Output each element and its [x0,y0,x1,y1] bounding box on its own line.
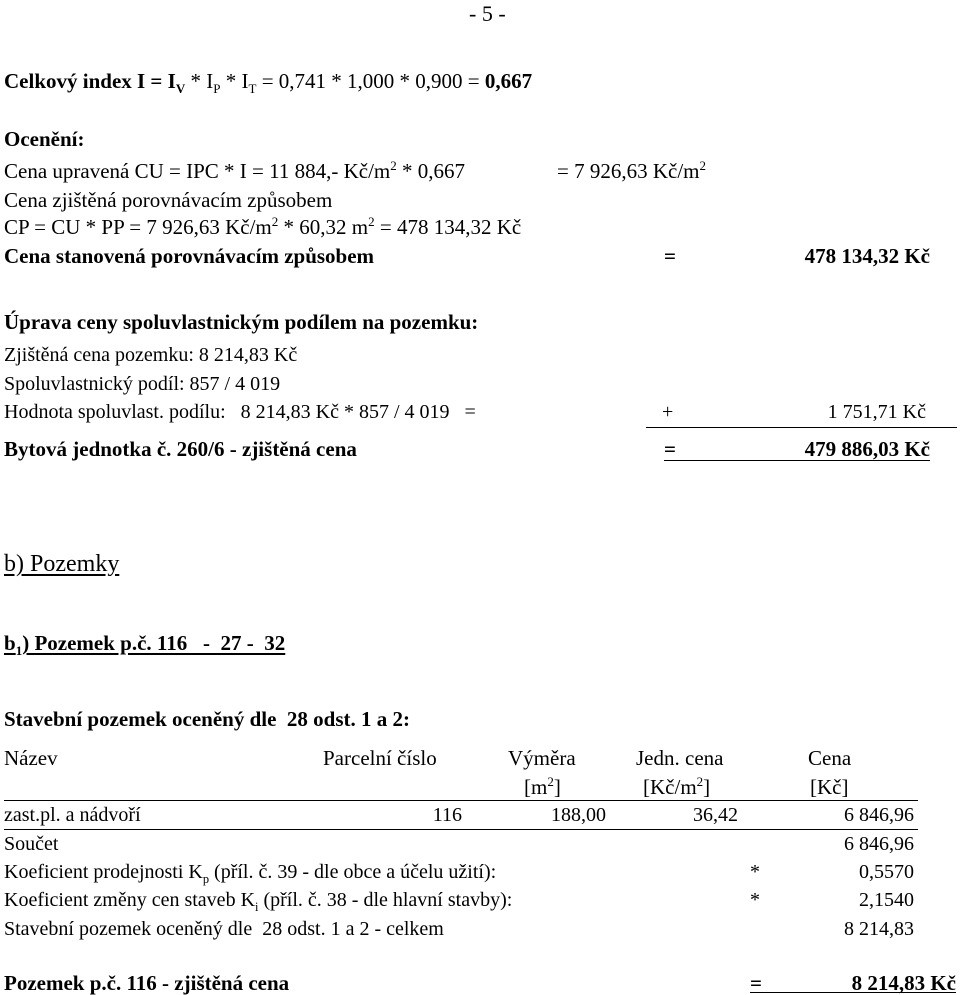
sum-value: 6 846,96 [844,833,914,855]
index-formula: = 0,741 * 1,000 * 0,900 = [256,69,485,93]
cu-result-sup: 2 [699,158,707,173]
kp-value: 0,5570 [859,861,914,883]
unit-price-underline [664,460,930,461]
kp-text: Koeficient prodejnosti K [4,861,203,883]
col-header-area: Výměra [508,746,576,770]
set-price-label: Cena stanovená porovnávacím způsobem [4,244,375,268]
unit-price-label: Bytová jednotka č. 260/6 - zjištěná cena [4,437,357,461]
kp-label [4,861,497,886]
ki-note: (příl. č. 38 - dle hlavní stavby): [258,889,513,911]
row-area: 188,00 [551,804,606,826]
total-index-line [4,69,533,97]
cu-result [557,158,707,183]
area-unit-end: ] [553,775,561,799]
index-sub-p: P [213,81,221,97]
col-header-parcel: Parcelní číslo [323,746,437,770]
final-underline [750,992,956,993]
total-label: Stavební pozemek oceněný dle 28 odst. 1 a 2 - celkem [4,918,444,940]
cp-line [4,214,522,239]
share-value-line: Hodnota spoluvlast. podílu: 8 214,83 Kč * 857 / 4 019 = [4,401,476,423]
ki-op: * [750,889,760,911]
col-header-name: Název [4,746,58,770]
section-pozemky-heading: b) Pozemky [4,551,120,577]
share-op: + [662,401,674,423]
kp-op: * [750,861,760,883]
stav-pozemek-heading: Stavební pozemek oceněný dle 28 odst. 1 a 2: [4,707,410,731]
found-label: Cena zjištěná porovnávacím způsobem [4,188,333,212]
col-header-unit-price: Jedn. cena [636,746,724,770]
cu-mult: * 0,667 [396,159,466,183]
final-eq: = [750,971,762,995]
col-header-unit-price-unit [643,774,711,799]
set-price-eq: = [664,244,676,268]
unit-price-value: 479 886,03 Kč [804,437,930,461]
ki-value: 2,1540 [859,889,914,911]
sum-label: Součet [4,833,59,855]
cu-sup: 2 [390,158,397,173]
share-value: 1 751,71 Kč [827,401,926,423]
table-header-divider [4,800,918,801]
kp-note: (příl. č. 39 - dle obce a účelu užití): [209,861,497,883]
row-price: 6 846,96 [844,804,914,826]
cp-formula: CP = CU * PP = 7 926,63 Kč/m [4,215,272,239]
share-line: Spoluvlastnický podíl: 857 / 4 019 [4,373,281,395]
uprava-heading: Úprava ceny spoluvlastnickým podílem na pozemku: [4,310,479,334]
ocen-heading: Ocenění: [4,127,85,151]
ki-label [4,889,513,914]
final-value: 8 214,83 Kč [851,971,956,995]
pozemek-heading-text: ) Pozemek p.č. 116 - 27 - 32 [22,631,286,655]
cu-result-text: = 7 926,63 Kč/m [557,159,700,183]
cp-area: * 60,32 m [278,215,369,239]
kp-sub: p [202,872,210,886]
col-header-price-unit: [Kč] [810,775,849,799]
row-name: zast.pl. a nádvoří [4,804,141,826]
total-value: 8 214,83 [844,918,914,940]
row-unit-price: 36,42 [693,804,738,826]
area-unit: [m [524,775,548,799]
cu-line [4,158,466,183]
row-parcel: 116 [432,804,462,826]
ki-text: Koeficient změny cen staveb K [4,889,256,911]
col-header-area-unit [524,774,561,799]
pozemek-heading-b: b [4,631,16,655]
sum-divider [646,427,957,428]
unit-price-eq: = [664,437,676,461]
index-label: Celkový index I = I [4,69,176,93]
col-header-price: Cena [808,746,852,770]
index-sub-t: T [248,81,257,97]
unit-price-unit-end: ] [703,775,711,799]
final-label: Pozemek p.č. 116 - zjištěná cena [4,971,290,995]
cp-result: = 478 134,32 Kč [374,215,522,239]
index-result: 0,667 [484,69,533,93]
index-sub-v: V [175,81,186,97]
pozemek-heading-sub: 1 [15,643,23,659]
index-part: * I [185,69,214,93]
area-unit-sup: 2 [547,774,554,789]
cp-sup: 2 [271,214,279,229]
unit-price-unit-sup: 2 [696,774,704,789]
land-price-line: Zjištěná cena pozemku: 8 214,83 Kč [4,344,298,366]
page-number: - 5 - [469,1,506,26]
unit-price-unit: [Kč/m [643,775,697,799]
row-divider [4,829,918,830]
set-price-value: 478 134,32 Kč [804,244,930,268]
pozemek-heading [4,631,286,659]
cu-formula: Cena upravená CU = IPC * I = 11 884,- Kč/m [4,159,391,183]
index-part: * I [220,69,249,93]
ki-sub: i [255,900,259,914]
cp-area-sup: 2 [368,214,375,229]
